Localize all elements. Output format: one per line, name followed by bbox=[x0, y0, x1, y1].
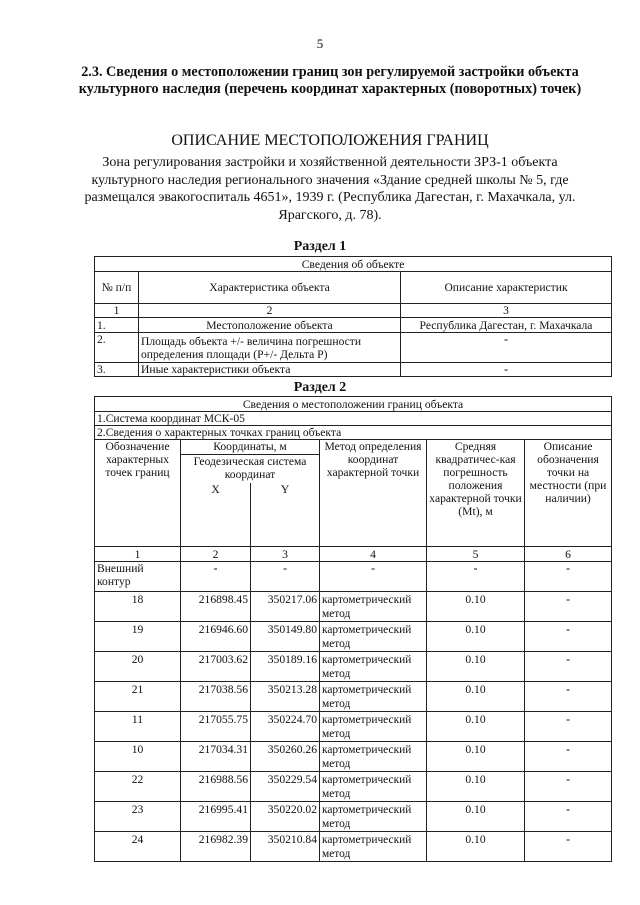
point-error: 0.10 bbox=[427, 622, 525, 652]
point-method: картометрический метод bbox=[320, 772, 427, 802]
table-row bbox=[95, 832, 612, 862]
contour-method: - bbox=[320, 562, 427, 592]
point-descr: - bbox=[525, 682, 612, 712]
index-cell: 2 bbox=[181, 547, 251, 562]
table-row bbox=[95, 742, 612, 772]
contour-y: - bbox=[251, 562, 320, 592]
row-number: 2. bbox=[95, 333, 139, 363]
table-row bbox=[95, 333, 612, 363]
section-heading: 2.3. Сведения о местоположении границ зон регулируемой застройки объекта культурного наследия (перечень координат характерных (поворотных) точек) bbox=[78, 64, 582, 97]
points-caption: 2.Сведения о характерных точках границ объекта bbox=[95, 426, 612, 440]
point-y: 350210.84 bbox=[251, 832, 320, 862]
col-number-header: № п/п bbox=[95, 272, 139, 304]
point-rows bbox=[95, 592, 612, 862]
point-id: 11 bbox=[95, 712, 181, 742]
point-error: 0.10 bbox=[427, 652, 525, 682]
point-y: 350220.02 bbox=[251, 802, 320, 832]
point-x: 216995.41 bbox=[181, 802, 251, 832]
point-descr: - bbox=[525, 622, 612, 652]
table-row bbox=[95, 622, 612, 652]
point-y: 350224.70 bbox=[251, 712, 320, 742]
row-description: Республика Дагестан, г. Махачкала bbox=[401, 318, 612, 333]
table-row bbox=[95, 652, 612, 682]
point-x: 217038.56 bbox=[181, 682, 251, 712]
point-x: 216988.56 bbox=[181, 772, 251, 802]
contour-row bbox=[95, 562, 612, 592]
table-row bbox=[95, 772, 612, 802]
table-row bbox=[95, 802, 612, 832]
row-number: 1. bbox=[95, 318, 139, 333]
point-error: 0.10 bbox=[427, 802, 525, 832]
point-method: картометрический метод bbox=[320, 742, 427, 772]
point-error: 0.10 bbox=[427, 832, 525, 862]
col-x-header: X bbox=[181, 483, 251, 547]
point-y: 350217.06 bbox=[251, 592, 320, 622]
row-characteristic: Иные характеристики объекта bbox=[139, 363, 401, 377]
point-descr: - bbox=[525, 832, 612, 862]
col-point-header: Обозначение характерных точек границ bbox=[95, 440, 181, 547]
row-number: 3. bbox=[95, 363, 139, 377]
point-method: картометрический метод bbox=[320, 652, 427, 682]
contour-error: - bbox=[427, 562, 525, 592]
index-cell: 2 bbox=[139, 304, 401, 318]
point-id: 19 bbox=[95, 622, 181, 652]
index-cell: 5 bbox=[427, 547, 525, 562]
point-descr: - bbox=[525, 712, 612, 742]
table-row bbox=[95, 363, 612, 377]
point-x: 217034.31 bbox=[181, 742, 251, 772]
description-title: ОПИСАНИЕ МЕСТОПОЛОЖЕНИЯ ГРАНИЦ bbox=[171, 132, 489, 149]
index-cell: 3 bbox=[401, 304, 612, 318]
point-error: 0.10 bbox=[427, 742, 525, 772]
point-y: 350229.54 bbox=[251, 772, 320, 802]
point-x: 217055.75 bbox=[181, 712, 251, 742]
contour-descr: - bbox=[525, 562, 612, 592]
point-error: 0.10 bbox=[427, 772, 525, 802]
index-cell: 6 bbox=[525, 547, 612, 562]
page-number: 5 bbox=[316, 36, 324, 51]
point-x: 216946.60 bbox=[181, 622, 251, 652]
table-row bbox=[95, 318, 612, 333]
part1-title: Раздел 1 bbox=[293, 239, 347, 254]
index-cell: 3 bbox=[251, 547, 320, 562]
boundary-points-table bbox=[94, 396, 612, 862]
col-error-header: Средняя квадратичес-кая погрешность положения характерной точки (Mt), м bbox=[427, 440, 525, 547]
boundary-caption: Сведения о местоположении границ объекта bbox=[95, 397, 612, 412]
table-row bbox=[95, 712, 612, 742]
coordinate-system: 1.Система координат МСК-05 bbox=[95, 412, 612, 426]
point-id: 21 bbox=[95, 682, 181, 712]
point-y: 350260.26 bbox=[251, 742, 320, 772]
point-error: 0.10 bbox=[427, 682, 525, 712]
point-method: картометрический метод bbox=[320, 802, 427, 832]
point-method: картометрический метод bbox=[320, 682, 427, 712]
col-characteristic-header: Характеристика объекта bbox=[139, 272, 401, 304]
point-id: 20 bbox=[95, 652, 181, 682]
point-id: 23 bbox=[95, 802, 181, 832]
index-cell: 4 bbox=[320, 547, 427, 562]
point-x: 217003.62 bbox=[181, 652, 251, 682]
point-descr: - bbox=[525, 592, 612, 622]
row-characteristic: Местоположение объекта bbox=[139, 318, 401, 333]
index-cell: 1 bbox=[95, 547, 181, 562]
point-error: 0.10 bbox=[427, 712, 525, 742]
point-id: 24 bbox=[95, 832, 181, 862]
row-description: - bbox=[401, 333, 612, 363]
point-descr: - bbox=[525, 652, 612, 682]
col-method-header: Метод определения координат характерной точки bbox=[320, 440, 427, 547]
point-method: картометрический метод bbox=[320, 832, 427, 862]
col-coords-header: Координаты, м bbox=[181, 440, 320, 455]
point-method: картометрический метод bbox=[320, 712, 427, 742]
point-x: 216898.45 bbox=[181, 592, 251, 622]
object-info-table bbox=[94, 256, 612, 377]
row-description: - bbox=[401, 363, 612, 377]
col-description-header: Описание характеристик bbox=[401, 272, 612, 304]
point-descr: - bbox=[525, 802, 612, 832]
point-y: 350189.16 bbox=[251, 652, 320, 682]
table-row bbox=[95, 592, 612, 622]
point-id: 10 bbox=[95, 742, 181, 772]
point-x: 216982.39 bbox=[181, 832, 251, 862]
point-method: картометрический метод bbox=[320, 622, 427, 652]
table-row bbox=[95, 682, 612, 712]
point-y: 350213.28 bbox=[251, 682, 320, 712]
point-method: картометрический метод bbox=[320, 592, 427, 622]
row-characteristic: Площадь объекта +/- величина погрешности определения площади (Р+/- Дельта Р) bbox=[139, 333, 401, 363]
geodetic-system-header: Геодезическая система координат bbox=[181, 455, 320, 483]
point-descr: - bbox=[525, 742, 612, 772]
point-y: 350149.80 bbox=[251, 622, 320, 652]
col-y-header: Y bbox=[251, 483, 320, 547]
col-descr-header: Описание обозначения точки на местности (при наличии) bbox=[525, 440, 612, 547]
contour-label: Внешний контур bbox=[95, 562, 181, 592]
object-info-caption: Сведения об объекте bbox=[95, 257, 612, 272]
point-descr: - bbox=[525, 772, 612, 802]
point-id: 22 bbox=[95, 772, 181, 802]
point-error: 0.10 bbox=[427, 592, 525, 622]
point-id: 18 bbox=[95, 592, 181, 622]
part2-title: Раздел 2 bbox=[293, 380, 347, 395]
contour-x: - bbox=[181, 562, 251, 592]
index-cell: 1 bbox=[95, 304, 139, 318]
description-text: Зона регулирования застройки и хозяйственной деятельности ЗРЗ-1 объекта культурного наследия регионального значения «Здание средней школы № 5, где размещался эвакогоспиталь 4651», 1939 г. (Республика Дагестан, г. Махачкала, ул. Ярагского, д. 78). bbox=[84, 155, 576, 223]
